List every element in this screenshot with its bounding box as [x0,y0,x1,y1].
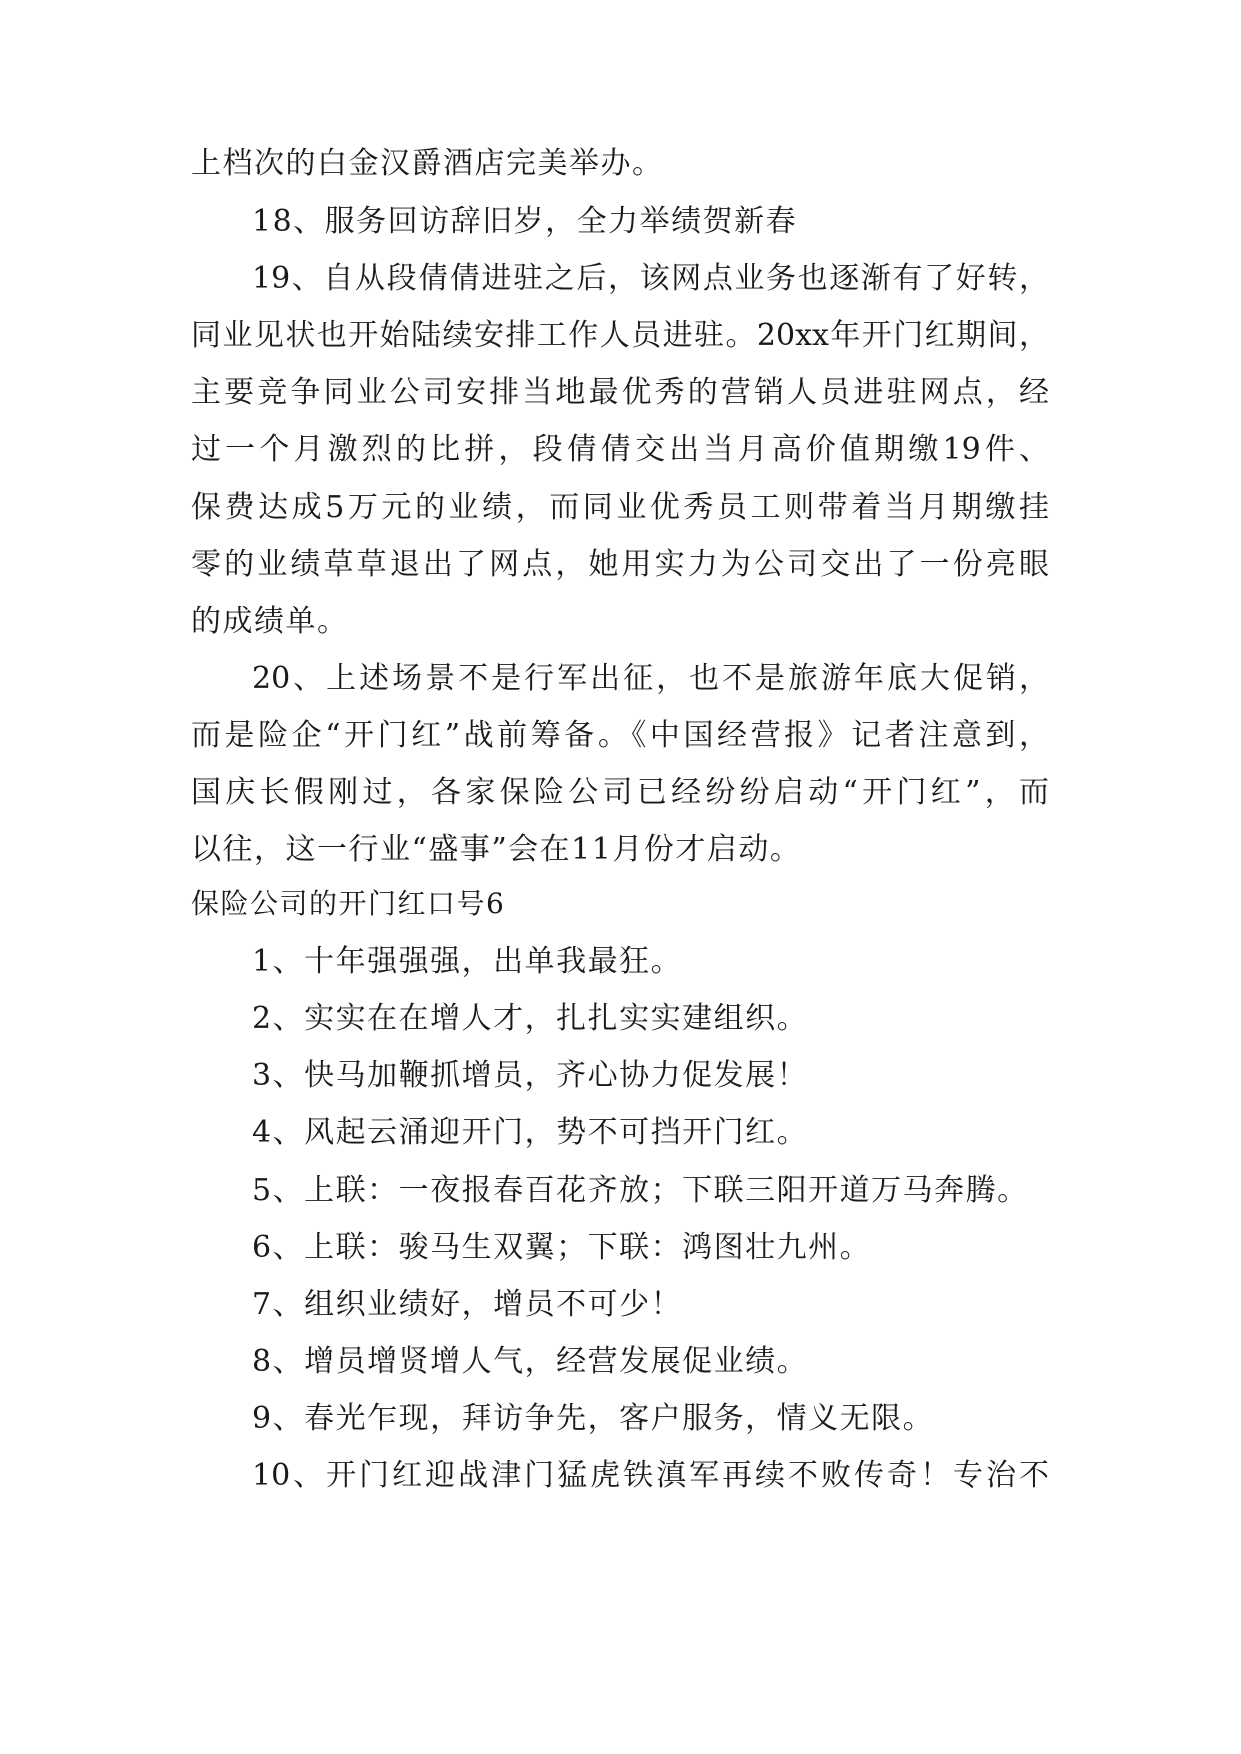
list-item: 10、开门红迎战津门猛虎铁滇军再续不败传奇！专治不 [252,1458,1049,1493]
list-item: 5、上联：一夜报春百花齐放；下联三阳开道万马奔腾。 [252,1173,1029,1208]
paragraph-line: 19、自从段倩倩进驻之后，该网点业务也逐渐有了好转， [252,261,1049,296]
paragraph-line: 上档次的白金汉爵酒店完美举办。 [191,146,664,181]
list-item: 6、上联：骏马生双翼；下联：鸿图壮九州。 [252,1230,872,1265]
list-item: 7、组织业绩好，增员不可少！ [252,1287,683,1322]
paragraph-line: 而是险企“开门红”战前筹备。《中国经营报》记者注意到， [191,718,1049,753]
paragraph-line: 以往，这一行业“盛事”会在11月份才启动。 [191,832,802,867]
paragraph-line: 过一个月激烈的比拼，段倩倩交出当月高价值期缴19件、 [191,432,1049,467]
paragraph-line: 保费达成5万元的业绩，而同业优秀员工则带着当月期缴挂 [191,490,1049,525]
list-item: 9、春光乍现，拜访争先，客户服务，情义无限。 [252,1401,935,1436]
paragraph-line: 国庆长假刚过，各家保险公司已经纷纷启动“开门红”，而 [191,775,1049,810]
paragraph-line: 主要竞争同业公司安排当地最优秀的营销人员进驻网点，经 [191,375,1049,410]
paragraph-line: 同业见状也开始陆续安排工作人员进驻。20xx年开门红期间， [191,318,1049,353]
list-item: 2、实实在在增人才，扎扎实实建组织。 [252,1001,809,1036]
paragraph-line: 的成绩单。 [191,604,349,639]
section-heading: 保险公司的开门红口号6 [191,887,506,920]
list-item: 8、增员增贤增人气，经营发展促业绩。 [252,1344,809,1379]
paragraph-line: 零的业绩草草退出了网点，她用实力为公司交出了一份亮眼 [191,547,1049,582]
list-item: 1、十年强强强，出单我最狂。 [252,944,683,979]
list-item: 4、风起云涌迎开门，势不可挡开门红。 [252,1115,809,1150]
paragraph-line: 20、上述场景不是行军出征，也不是旅游年底大促销， [252,661,1049,696]
list-item: 18、服务回访辞旧岁，全力举绩贺新春 [252,204,798,239]
list-item: 3、快马加鞭抓增员，齐心协力促发展！ [252,1058,809,1093]
